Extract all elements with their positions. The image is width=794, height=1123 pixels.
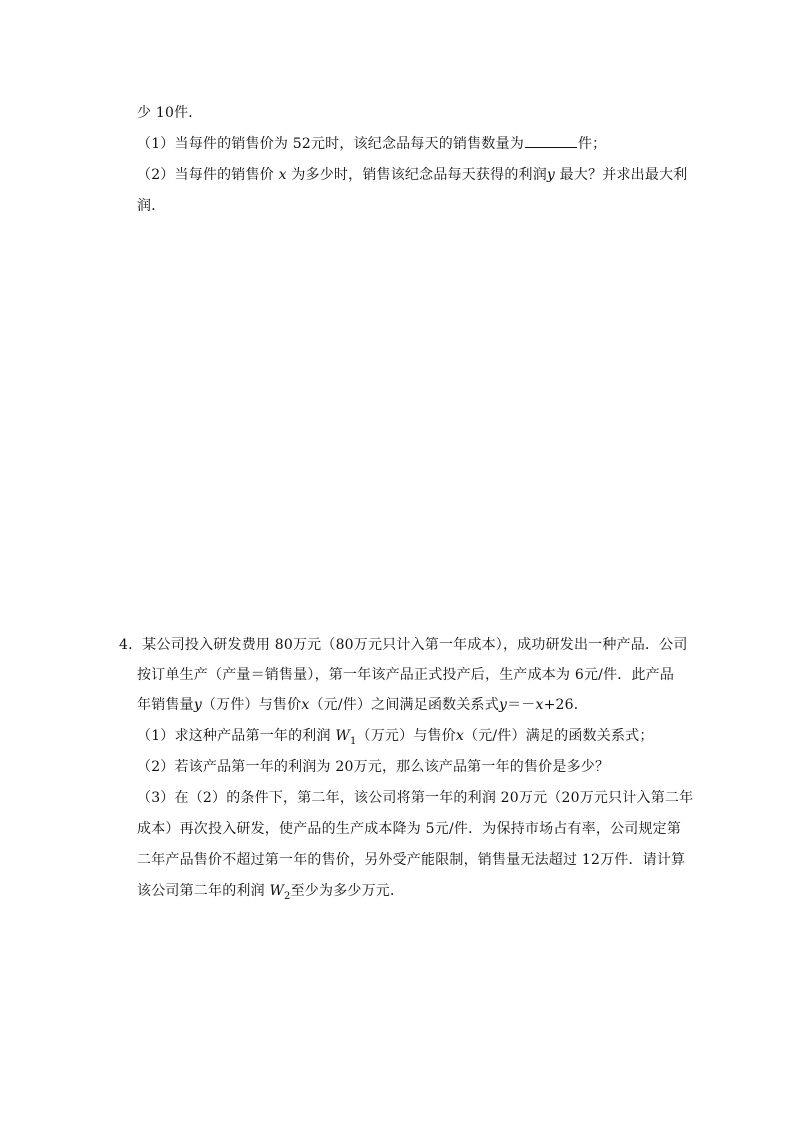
q4-sub-3-line-4-b: 至少为多少万元．	[290, 883, 405, 899]
q4-sub-3-line-4-a: 该公司第二年的利润	[137, 883, 270, 899]
q4-line-2	[137, 666, 674, 684]
q3-part-2-line-1	[137, 166, 687, 184]
q4-sub-2	[137, 758, 609, 776]
q4-sub-3-line-4	[137, 882, 404, 906]
var-x: x	[278, 167, 287, 183]
subscript: 2	[284, 890, 291, 902]
q3-part-1-text: （1）当每件的销售价为 52元时，该纪念品每天的销售数量为	[137, 136, 524, 152]
q4-line-2-text: 按订单生产（产量＝销售量），第一年该产品正式投产后，生产成本为 6元/件．此产品	[137, 667, 675, 683]
var-y: y	[193, 697, 202, 713]
q3-part-2-line-2	[137, 197, 165, 215]
var-x: x	[455, 728, 465, 744]
var-w: W	[335, 728, 350, 744]
q4-line-1	[119, 636, 688, 654]
q4-line-3	[137, 696, 588, 714]
q3-part-1	[137, 135, 606, 153]
q3-part-2-text-c: 最大？并求出最大利	[555, 167, 688, 183]
subscript: 1	[349, 735, 357, 747]
var-y: y	[546, 167, 556, 183]
q4-line-3-b: （万件）与售价	[201, 697, 302, 713]
q4-sub-3-line-1	[137, 789, 693, 807]
q4-sub-3-line-1-text: （3）在（2）的条件下，第二年，该公司将第一年的利润 20万元（20万元只计入第二年	[137, 790, 694, 806]
var-y: y	[498, 697, 508, 713]
q3-line-0-text: 少 10件．	[137, 105, 203, 121]
q4-sub-1	[137, 727, 654, 751]
q4-sub-1-b: （万元）与售价	[356, 728, 456, 744]
q4-sub-1-c: （元/件）满足的函数关系式；	[464, 728, 654, 744]
var-x: x	[301, 697, 310, 713]
q3-part-2-text-d: 润．	[137, 198, 166, 214]
q4-line-1-text: 4．某公司投入研发费用 80万元（80万元只计入第一年成本），成功研发出一种产品．公司	[119, 637, 688, 653]
q4-sub-3-line-3	[137, 851, 685, 869]
q3-part-2-text-b: 为多少时，销售该纪念品每天获得的利润	[286, 167, 547, 183]
q3-part-1-suffix: 件；	[577, 136, 607, 152]
q4-line-3-c: （元/件）之间满足函数关系式	[309, 697, 499, 713]
q4-line-3-g: +26．	[543, 697, 588, 713]
q3-part-2-text-a: （2）当每件的销售价	[137, 167, 279, 183]
q4-sub-2-text: （2）若该产品第一年的利润为 20万元，那么该产品第一年的售价是多少？	[137, 759, 610, 775]
q4-line-3-e: ＝－	[507, 697, 536, 713]
var-x: x	[535, 697, 544, 713]
q4-sub-1-a: （1）求这种产品第一年的利润	[137, 728, 336, 744]
q4-sub-3-line-3-text: 二年产品售价不超过第一年的售价，另外受产能限制，销售量无法超过 12万件．请计算	[137, 852, 686, 868]
var-w: W	[269, 883, 285, 899]
q4-line-3-a: 年销售量	[137, 697, 194, 713]
q3-line-0	[137, 104, 202, 122]
q4-sub-3-line-2	[137, 820, 681, 838]
answer-blank	[525, 135, 577, 148]
q4-sub-3-line-2-text: 成本）再次投入研发，使产品的生产成本降为 5元/件．为保持市场占有率，公司规定第	[137, 821, 682, 837]
